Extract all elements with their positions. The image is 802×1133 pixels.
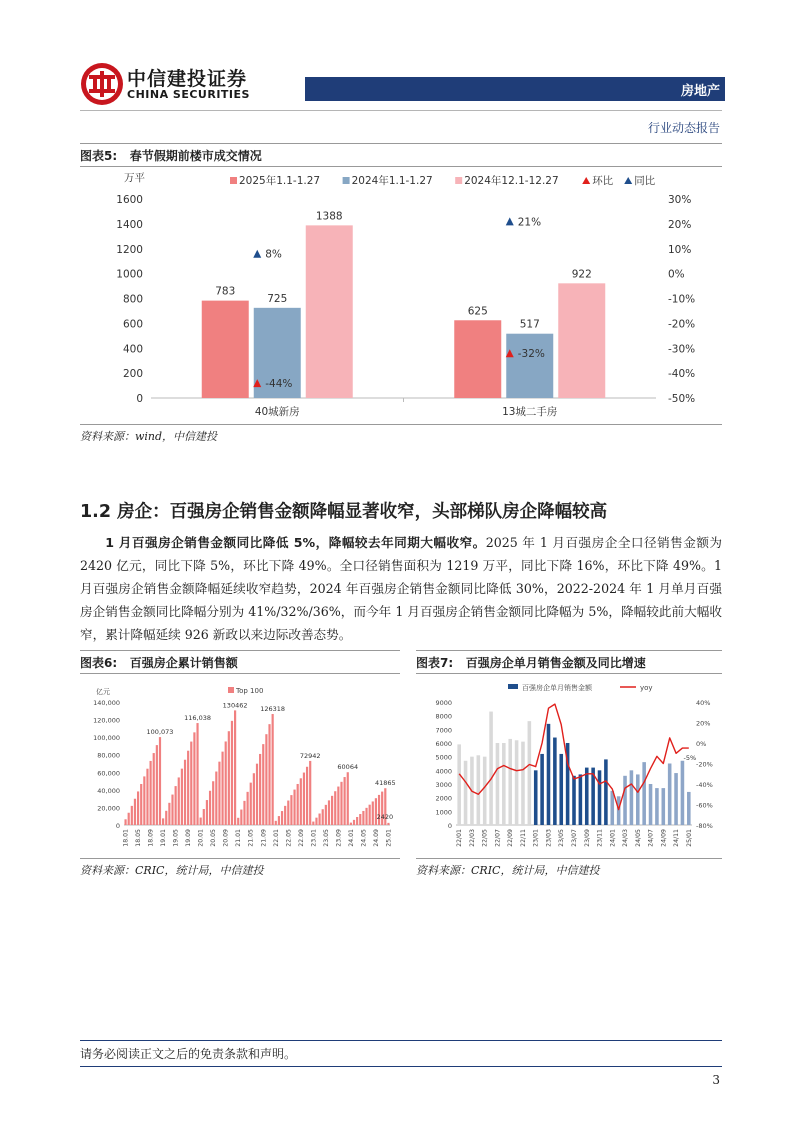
fig6-bar [365,808,367,825]
fig6-x-tick: 21.01 [235,829,243,847]
fig7-y-tick: 8000 [435,712,452,721]
fig5-mom-label: -44% [265,378,293,391]
fig7-x-tick: 23/07 [571,829,578,847]
fig7-bar [585,768,589,825]
fig7-bar [668,764,672,826]
fig5-category-label: 40城新房 [254,406,300,418]
fig6-bar [225,741,227,825]
figure6-title-rule [80,673,400,674]
fig6-peak-label: 72942 [299,751,321,760]
fig6-bar [309,761,311,825]
fig6-x-tick: 19.05 [172,829,180,847]
fig6-bar [196,723,198,825]
fig5-y-unit: 万平 [124,172,145,184]
fig6-bar [356,817,358,825]
fig7-x-tick: 23/05 [558,829,566,847]
fig7-bar [610,791,614,825]
fig5-y2-tick: -30% [668,343,696,356]
fig6-bar [315,818,317,825]
figure5-caption [80,147,262,164]
logo-english-name: CHINA SECURITIES [127,88,250,101]
figure6-caption [80,654,238,671]
fig5-mom-label: -32% [517,348,545,361]
fig6-bar [206,800,208,825]
figure5-chart [80,167,722,422]
figure6-title: 百强房企累计销售额 [129,656,238,670]
page-number: 3 [712,1073,720,1087]
fig6-bar [237,818,239,825]
figure5-source: 资料来源：wind，中信建投 [80,430,218,443]
fig6-bar [369,805,371,825]
fig5-bar-label: 922 [571,268,592,281]
fig5-bar [506,334,553,398]
fig7-x-tick: 22/11 [519,829,527,847]
fig7-bar [457,744,461,825]
fig7-y-tick: 3000 [435,781,452,789]
fig6-legend-label: Top 100 [236,687,264,695]
fig6-bar [265,734,267,825]
fig6-bar [162,818,164,825]
figure6-bottom-rule [80,858,400,859]
fig7-bar [642,762,646,825]
fig6-bar [344,777,346,825]
report-type: 行业动态报告 [647,121,720,135]
fig5-y-tick: 1000 [116,268,143,281]
fig7-bar [579,774,583,825]
fig6-x-tick: 20.05 [210,829,218,847]
fig6-x-tick: 18.01 [122,829,130,847]
fig6-bar [171,795,173,825]
china-securities-logo-icon [79,61,125,107]
fig6-bar [212,781,214,825]
fig6-bar [353,820,355,825]
fig6-bar [203,809,205,825]
fig7-y-tick: 5000 [435,753,452,762]
fig7-y-tick: 2000 [435,794,452,803]
fig6-bar [153,753,155,825]
fig7-x-tick: 24/09 [660,829,668,847]
fig6-x-tick: 22.01 [272,829,280,847]
figure7-title-rule [416,673,722,674]
fig6-peak-label: 116,038 [184,714,211,723]
fig7-y2-tick: -60% [696,801,713,810]
fig6-x-tick: 21.05 [247,829,255,847]
fig6-bar [175,786,177,825]
fig6-bar [350,823,352,825]
fig6-bar [284,806,286,825]
fig7-x-tick: 24/11 [673,829,681,847]
figure7-caption [416,654,646,671]
fig6-bar [303,773,305,825]
fig5-y2-tick: -50% [668,393,696,405]
fig6-y-tick: 100,000 [93,734,120,743]
fig6-bar [184,760,186,825]
fig5-bar [202,301,249,398]
fig5-yoy-marker [506,217,514,225]
fig6-x-tick: 23.01 [310,829,318,847]
fig7-bar [655,788,659,825]
fig7-x-tick: 22/05 [481,829,489,847]
fig6-y-tick: 120,000 [93,716,120,725]
fig6-bar [124,819,126,825]
fig7-bar [630,770,634,825]
fig6-bar [387,823,389,825]
fig6-bar [193,732,195,825]
fig6-bar [134,799,136,825]
fig7-bar [477,755,481,825]
fig6-bar [218,762,220,825]
fig7-bar [502,743,506,825]
fig6-bar [181,769,183,825]
figure6-label: 图表6: [80,656,118,670]
fig7-y2-tick: -40% [696,781,713,789]
fig6-bar [334,791,336,825]
fig6-x-tick: 21.09 [260,829,268,847]
fig6-bar [221,752,223,825]
fig6-bar [337,787,339,825]
fig6-legend-swatch [228,687,234,693]
fig7-bar [489,712,493,825]
fig5-y-tick: 600 [122,318,143,331]
fig6-peak-label: 126318 [260,705,286,714]
figure6-source: 资料来源：CRIC，统计局，中信建投 [80,864,264,877]
fig7-bar [572,776,576,825]
figure7-bottom-rule [416,858,722,859]
fig6-bar [347,772,349,825]
fig7-bar [515,740,519,825]
fig7-bar [553,738,557,825]
fig5-category-label: 13城二手房 [502,406,558,418]
fig6-x-tick: 24.05 [360,829,368,847]
figure5-top-rule [80,143,722,144]
fig6-bar [243,801,245,825]
fig6-bar [209,791,211,825]
fig6-last-label: 2420 [376,813,394,821]
fig7-x-tick: 24/01 [609,829,617,847]
fig5-y-tick: 0 [136,393,143,405]
fig7-x-tick: 23/03 [545,829,553,847]
footer-rule-2 [80,1066,722,1067]
fig5-yoy-marker [253,250,261,258]
fig5-legend-label: 2025年1.1-1.27 [239,175,321,187]
fig6-bar [300,778,302,825]
fig6-bar [228,731,230,825]
fig6-y-unit: 亿元 [96,688,110,696]
fig7-legend-label: yoy [640,684,653,692]
figure7-source: 资料来源：CRIC，统计局，中信建投 [416,864,600,877]
fig7-bar [649,784,653,825]
fig6-x-tick: 23.05 [322,829,330,847]
fig6-y-tick: 20,000 [97,804,120,813]
paragraph-body: 2025 年 1 月百强房企全口径销售金额为 2420 亿元，同比下降 5%，环比下降 49%。全口径销售面积为 1219 万平，同比下降 16%，环比下降 49%。1 月百强房企销售金额降幅延续收窄趋势，2024 年百强房企销售金额同比降低 30%，2022-2024 年 1 月单月百强房企销售金额同比降幅分别为 41%/32%/36%，而今年 1 月百强房企销售金额同比降幅为 5%，降幅较此前大幅收窄，累计降幅延续 926 新政以来边际改善态势。 [80,535,722,642]
fig6-bar [247,792,249,825]
fig6-bar [275,821,277,825]
fig7-bar [674,773,678,825]
fig6-x-tick: 22.05 [285,829,293,847]
fig7-y-tick: 9000 [435,699,452,707]
fig6-bar [150,761,152,825]
fig6-bar [200,818,202,825]
figure5-label: 图表5: [80,149,118,163]
figure6-chart [80,676,400,856]
fig7-y2-tick: -80% [696,822,713,830]
logo-chinese-name: 中信建投证券 [127,68,248,90]
fig7-bar [681,761,685,825]
fig6-bar [322,809,324,825]
fig5-y2-tick: -20% [668,318,696,331]
fig7-y-tick: 1000 [435,808,452,817]
fig7-bar [559,754,563,825]
fig6-bar [262,744,264,825]
fig6-bar [259,754,261,825]
fig5-yoy-label: 21% [517,216,542,229]
fig6-bar [253,773,255,825]
fig5-legend-swatch [230,177,237,184]
fig5-y-tick: 400 [122,343,143,356]
fig7-bar [636,774,640,825]
fig5-legend-swatch [343,177,350,184]
fig7-y-tick: 4000 [435,767,452,776]
fig6-bar [340,782,342,825]
fig6-bar [325,805,327,825]
footer-rule [80,1040,722,1041]
fig7-bar [483,757,487,825]
fig5-y-tick: 200 [122,368,143,381]
fig5-legend-yoy-icon [624,177,632,184]
fig6-bar [297,784,299,825]
fig6-bar [137,791,139,825]
fig6-peak-label: 130462 [222,701,248,710]
fig7-bar [623,776,627,825]
header-divider [80,110,722,111]
fig6-bar [234,710,236,825]
fig7-bar [547,724,551,825]
fig7-legend-bar-swatch [508,684,518,689]
fig6-peak-label: 41865 [374,779,396,788]
figure7-chart [416,676,722,856]
figure7-title: 百强房企单月销售金额及同比增速 [465,656,646,670]
fig6-x-tick: 24.01 [347,829,355,847]
fig7-bar [604,759,608,825]
fig7-y2-tick: 20% [696,719,711,728]
fig5-legend-swatch [455,177,462,184]
fig6-x-tick: 19.01 [160,829,168,847]
fig5-legend-label: 2024年12.1-12.27 [464,175,559,187]
fig5-y-tick: 1400 [116,218,143,231]
fig5-y-tick: 1200 [116,243,143,256]
figure7-label: 图表7: [416,656,454,670]
fig7-bar [662,788,666,825]
fig7-y2-tick: 40% [696,699,711,707]
fig6-bar [281,811,283,825]
fig5-bar-label: 725 [267,292,288,305]
fig6-bar [312,822,314,825]
fig6-y-tick: 80,000 [97,751,120,760]
fig7-x-tick: 23/11 [596,829,604,847]
fig6-bar [178,777,180,825]
fig6-y-tick: 0 [115,822,120,830]
fig5-yoy-label: 8% [265,248,282,261]
fig5-y-tick: 1600 [116,194,143,206]
fig7-bar [534,770,538,825]
fig7-x-tick: 23/09 [583,829,591,847]
fig7-x-tick: 22/07 [494,829,502,847]
fig7-bar [521,742,525,825]
fig7-bar [464,761,468,825]
fig5-y2-tick: 0% [668,268,685,281]
fig6-x-tick: 18.09 [147,829,155,847]
fig6-bar [140,784,142,825]
header-bar [305,77,725,101]
fig6-bar [168,803,170,825]
fig7-x-tick: 22/01 [456,829,464,847]
fig6-bar [362,811,364,825]
fig5-bar [306,225,353,398]
fig5-legend-label: 同比 [634,175,656,187]
fig7-x-tick: 25/01 [685,829,693,847]
fig6-bar [328,800,330,825]
figure7-top-rule [416,650,722,651]
fig6-bar [372,801,374,825]
fig6-x-tick: 22.09 [297,829,305,847]
fig5-y2-tick: -10% [668,293,696,306]
fig6-y-tick: 40,000 [97,786,120,795]
fig6-bar [131,806,133,825]
fig6-bar [278,816,280,825]
fig6-x-tick: 19.09 [185,829,193,847]
fig6-x-tick: 20.01 [197,829,205,847]
fig6-bar [128,813,130,825]
fig5-bar-label: 783 [215,285,236,298]
fig6-bar [272,714,274,825]
section-heading: 1.2 房企：百强房企销售金额降幅显著收窄，头部梯队房企降幅较高 [80,502,608,522]
fig5-y-tick: 800 [122,293,143,306]
fig6-bar [159,737,161,825]
fig7-bar [528,721,532,825]
fig7-y-tick: 7000 [435,726,452,735]
fig6-bar [359,814,361,825]
fig7-bar [598,770,602,825]
fig5-legend-label: 环比 [592,175,614,187]
fig5-bar [454,320,501,398]
fig6-bar [156,745,158,825]
fig7-x-tick: 24/05 [634,829,642,847]
fig6-y-tick: 140,000 [93,699,120,707]
footer-disclaimer: 请务必阅读正文之后的免责条款和声明。 [80,1047,297,1061]
fig7-yoy-label: -5% [683,754,697,763]
fig7-y-tick: 0 [447,822,452,830]
fig6-bar [268,724,270,825]
fig7-x-tick: 23/01 [532,829,540,847]
fig6-bar [143,776,145,825]
fig6-bar [290,795,292,825]
fig6-bar [256,764,258,825]
fig6-bar [187,751,189,825]
fig5-y2-tick: 20% [668,218,692,231]
sector-label: 房地产 [680,84,720,99]
fig5-y2-tick: 30% [668,194,692,206]
fig6-bar [287,801,289,825]
fig6-bar [146,769,148,825]
fig6-x-tick: 20.09 [222,829,230,847]
fig7-y2-tick: 0% [696,740,707,748]
section-paragraph [80,531,722,646]
fig5-bar-label: 625 [467,305,488,318]
fig5-legend-label: 2024年1.1-1.27 [351,175,433,187]
fig7-bar [496,743,500,825]
fig6-peak-label: 100,073 [146,728,174,737]
fig6-x-tick: 24.09 [372,829,380,847]
fig6-peak-label: 60064 [337,763,359,772]
fig6-y-tick: 60,000 [97,769,120,778]
fig6-bar [165,811,167,825]
fig7-x-tick: 22/09 [507,829,515,847]
fig5-bar-label: 1388 [315,210,343,223]
fig7-x-tick: 24/03 [622,829,630,847]
fig5-y2-tick: -40% [668,368,696,381]
fig5-y2-tick: 10% [668,243,692,256]
fig7-x-tick: 24/07 [647,829,655,847]
figure5-bottom-rule [80,424,722,425]
fig7-bar [687,792,691,825]
fig7-bar [508,739,512,825]
fig6-x-tick: 23.09 [335,829,343,847]
fig5-bar [558,283,605,398]
figure5-title: 春节假期前楼市成交情况 [129,149,262,163]
fig6-bar [306,767,308,825]
fig6-x-tick: 18.05 [135,829,143,847]
fig6-bar [215,772,217,825]
fig6-bar [293,790,295,825]
fig6-bar [231,721,233,825]
fig7-bar [617,796,621,825]
figure6-top-rule [80,650,400,651]
paragraph-lead: 1 月百强房企销售金额同比降低 5%，降幅较去年同期大幅收窄。 [105,535,486,550]
fig6-bar [250,783,252,825]
fig7-y2-tick: -20% [696,760,713,769]
fig7-y-tick: 6000 [435,740,452,748]
fig6-bar [190,742,192,825]
fig7-legend-label: 百强房企单月销售金额 [522,684,592,692]
fig7-x-tick: 22/03 [468,829,476,847]
fig7-bar [540,754,544,825]
fig6-bar [331,796,333,825]
fig6-x-tick: 25.01 [385,829,393,847]
fig5-legend-mom-icon [582,177,590,184]
fig5-bar-label: 517 [519,318,540,331]
fig6-bar [318,814,320,825]
fig6-bar [240,810,242,825]
